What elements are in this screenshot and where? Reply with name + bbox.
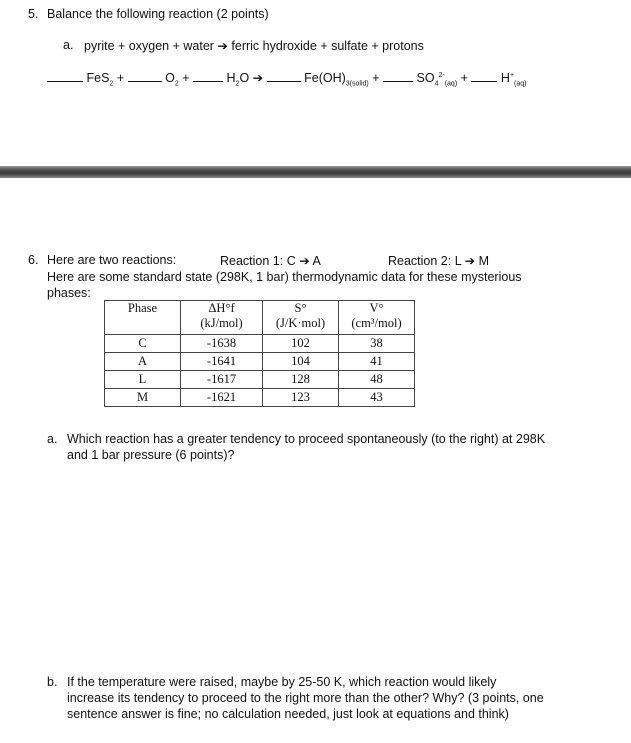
table-cell: 128	[263, 371, 339, 389]
formula-so4: $SO_4^{2-}_{(aq)}$	[416, 71, 458, 88]
table-cell: L	[105, 371, 181, 389]
formula-o2: $O_2$	[165, 71, 179, 88]
formula-fes2: FeS$_2$	[86, 71, 114, 88]
table-cell: 38	[339, 335, 415, 353]
q6a-line-2: and 1 bar pressure (6 points)?	[67, 448, 235, 462]
table-row	[105, 389, 415, 407]
reaction-2: Reaction 2: L ➔ M	[388, 254, 490, 268]
reaction-1: Reaction 1: C ➔ A	[220, 254, 321, 268]
plus-sign: +	[182, 71, 190, 85]
table-row	[105, 371, 415, 389]
q5a-label: a.	[63, 38, 74, 52]
table-cell: 123	[263, 389, 339, 407]
q5a-line	[84, 38, 424, 53]
balance-equation	[47, 70, 527, 88]
q6b-line-1: If the temperature were raised, maybe by 25-50 K, which reaction would likely	[67, 675, 497, 689]
coefficient-blank-o2[interactable]	[128, 71, 162, 82]
table-cell: 102	[263, 335, 339, 353]
table-cell: -1641	[181, 353, 263, 371]
q6a-label: a.	[47, 432, 58, 446]
table-row	[105, 353, 415, 371]
q6b-line-3: sentence answer is fine; no calculation needed, just look at equations and think)	[67, 707, 509, 721]
column-header-entropy: S° (J/K·mol)	[263, 301, 339, 335]
q5a-products: ferric hydroxide + sulfate + protons	[231, 39, 424, 53]
q6-number: 6.	[28, 253, 39, 267]
reaction-arrow: ➔	[252, 71, 264, 85]
q5-prompt: Balance the following reaction (2 points)	[47, 7, 269, 21]
q6b-label: b.	[47, 675, 58, 689]
table-cell: 41	[339, 353, 415, 371]
page-divider	[0, 166, 631, 178]
table-header-row	[105, 301, 415, 335]
coefficient-blank-so4[interactable]	[383, 71, 413, 82]
q6-intro: Here are two reactions:	[47, 253, 177, 267]
thermodynamic-data-table	[104, 300, 415, 407]
coefficient-blank-h2o[interactable]	[193, 71, 223, 82]
q6a-line-1: Which reaction has a greater tendency to proceed spontaneously (to the right) at 298K	[67, 432, 546, 446]
q5a-arrow: ➔	[217, 39, 228, 53]
table-cell: -1638	[181, 335, 263, 353]
q5a-reactants: pyrite + oxygen + water	[84, 39, 214, 53]
table-cell: 43	[339, 389, 415, 407]
formula-feoh3: $Fe(OH)_{3(solid)}$	[304, 71, 369, 88]
table-row	[105, 335, 415, 353]
column-header-phase: Phase	[105, 301, 181, 335]
table-cell: 48	[339, 371, 415, 389]
q6b-line-2: increase its tendency to proceed to the right more than the other? Why? (3 points, one	[67, 691, 544, 705]
coefficient-blank-h[interactable]	[471, 71, 497, 82]
table-cell: -1621	[181, 389, 263, 407]
column-header-volume: V° (cm³/mol)	[339, 301, 415, 335]
plus-sign: +	[116, 71, 125, 85]
column-header-enthalpy: ΔH°f (kJ/mol)	[181, 301, 263, 335]
table-cell: M	[105, 389, 181, 407]
plus-sign: +	[460, 71, 468, 85]
table-cell: 104	[263, 353, 339, 371]
plus-sign: +	[372, 71, 380, 85]
coefficient-blank-fes2[interactable]	[47, 71, 83, 82]
formula-h2o: $H_2O$	[226, 71, 250, 88]
q5-number: 5.	[28, 7, 39, 21]
formula-h-plus: $H^+_{(aq)}$	[500, 71, 527, 88]
table-cell: C	[105, 335, 181, 353]
table-cell: -1617	[181, 371, 263, 389]
coefficient-blank-feoh3[interactable]	[267, 71, 301, 82]
q6-data-description: Here are some standard state (298K, 1 bar) thermodynamic data for these mysterious	[47, 270, 522, 284]
table-cell: A	[105, 353, 181, 371]
q6-phases-label: phases:	[47, 286, 91, 300]
